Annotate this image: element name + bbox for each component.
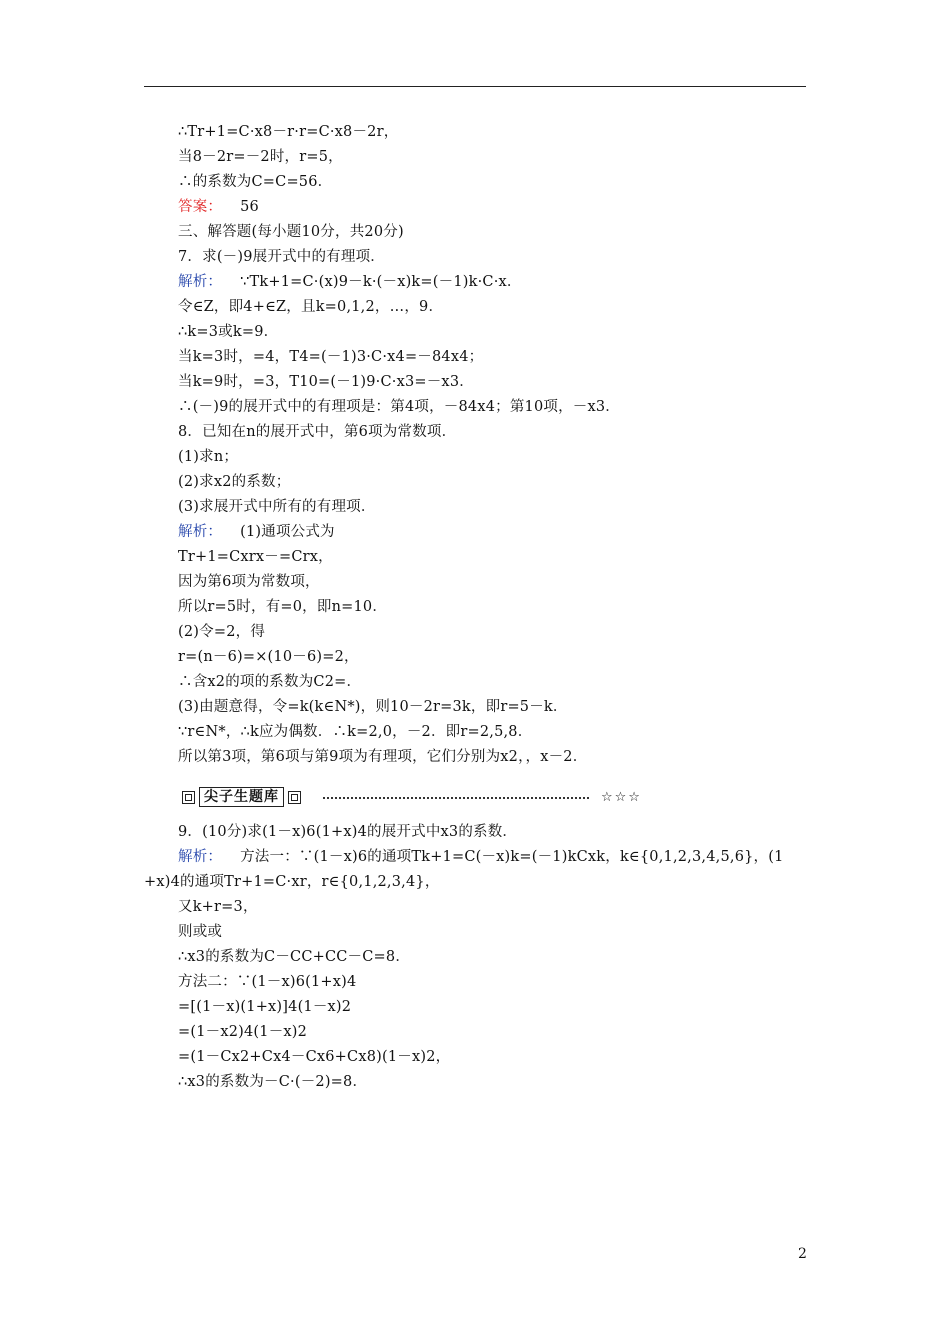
analysis-text: (1)通项公式为 xyxy=(240,524,335,540)
text-line: (1)求n； xyxy=(178,449,239,465)
dotted-leader xyxy=(323,797,589,799)
text-line: 当8－2r=－2时，r=5， xyxy=(178,149,343,165)
question-7: 7．求(－)9展开式中的有理项． xyxy=(178,249,385,265)
text-line: =(1－Cx2+Cx4－Cx6+Cx8)(1－x)2， xyxy=(178,1049,451,1065)
text-line: 方法二：∵(1－x)6(1+x)4 xyxy=(178,974,357,990)
answer-tag: 答案： xyxy=(178,199,223,215)
text-line: 则或或 xyxy=(178,924,223,940)
text-line: 当k=9时，=3，T10=(－1)9·C·x3=－x3． xyxy=(178,374,474,390)
analysis-text: ∵Tk+1=C·(x)9－k·(－x)k=(－1)k·C·x． xyxy=(240,274,522,290)
analysis-tag: 解析： xyxy=(178,524,223,540)
analysis-tag: 解析： xyxy=(178,274,223,290)
text-line: Tr+1=Cxrx－=Crx， xyxy=(178,549,333,565)
text-line: ∵r∈N*，∴k应为偶数．∴k=2,0，－2．即r=2,5,8． xyxy=(178,724,533,740)
text-line: 所以第3项，第6项与第9项为有理项，它们分别为x2，，x－2． xyxy=(178,749,588,765)
text-line: =[(1－x)(1+x)]4(1－x)2 xyxy=(178,999,352,1015)
answer-line xyxy=(178,197,259,217)
text-line: +x)4的通项Tr+1=C·xr，r∈{0,1,2,3,4}， xyxy=(144,874,440,890)
analysis-line xyxy=(178,522,335,542)
text-line: 又k+r=3， xyxy=(178,899,258,915)
box-icon xyxy=(182,791,195,804)
answer-value: 56 xyxy=(240,199,259,215)
text-line: =(1－x2)4(1－x)2 xyxy=(178,1024,308,1040)
analysis-line xyxy=(178,272,522,292)
box-icon xyxy=(288,791,301,804)
text-line: 令∈Z，即4+∈Z，且k=0,1,2，…，9． xyxy=(178,299,444,315)
analysis-line xyxy=(178,847,784,867)
question-8: 8．已知在n的展开式中，第6项为常数项． xyxy=(178,424,457,440)
text-line: (3)由题意得，令=k(k∈N*)，则10－2r=3k，即r=5－k． xyxy=(178,699,568,715)
question-bank-label: 尖子生题库 xyxy=(199,787,284,807)
analysis-tag: 解析： xyxy=(178,849,223,865)
text-line: (2)求x2的系数； xyxy=(178,474,291,490)
analysis-text: 方法一：∵(1－x)6的通项Tk+1=C(－x)k=(－1)kCxk，k∈{0,1,2,3,4,5,6}，(1 xyxy=(240,849,784,865)
text-line: (3)求展开式中所有的有理项． xyxy=(178,499,376,515)
text-line: ∴含x2的项的系数为C2=． xyxy=(178,674,362,690)
question-9: 9．(10分)求(1－x)6(1+x)4的展开式中x3的系数． xyxy=(178,824,518,840)
text-line: ∴Tr+1=C·x8－r·r=C·x8－2r， xyxy=(178,124,399,140)
text-line: (2)令=2，得 xyxy=(178,624,266,640)
text-line: ∴的系数为C=C=56． xyxy=(178,174,333,190)
text-line: ∴k=3或k=9． xyxy=(178,324,279,340)
text-line: 所以r=5时，有=0，即n=10． xyxy=(178,599,388,615)
text-line: 当k=3时，=4，T4=(－1)3·C·x4=－84x4； xyxy=(178,349,484,365)
text-line: ∴x3的系数为－C·(－2)=8． xyxy=(178,1074,368,1090)
question-bank-bar xyxy=(178,786,642,808)
page-number: 2 xyxy=(798,1246,807,1262)
difficulty-stars: ☆☆☆ xyxy=(601,789,642,805)
header-rule xyxy=(144,86,806,87)
text-line: 因为第6项为常数项， xyxy=(178,574,320,590)
text-line: ∴(－)9的展开式中的有理项是：第4项，－84x4；第10项，－x3． xyxy=(178,399,620,415)
section-heading: 三、解答题(每小题10分，共20分) xyxy=(178,224,404,240)
text-line: r=(n－6)=×(10－6)=2， xyxy=(178,649,359,665)
text-line: ∴x3的系数为C－CC+CC－C=8． xyxy=(178,949,411,965)
